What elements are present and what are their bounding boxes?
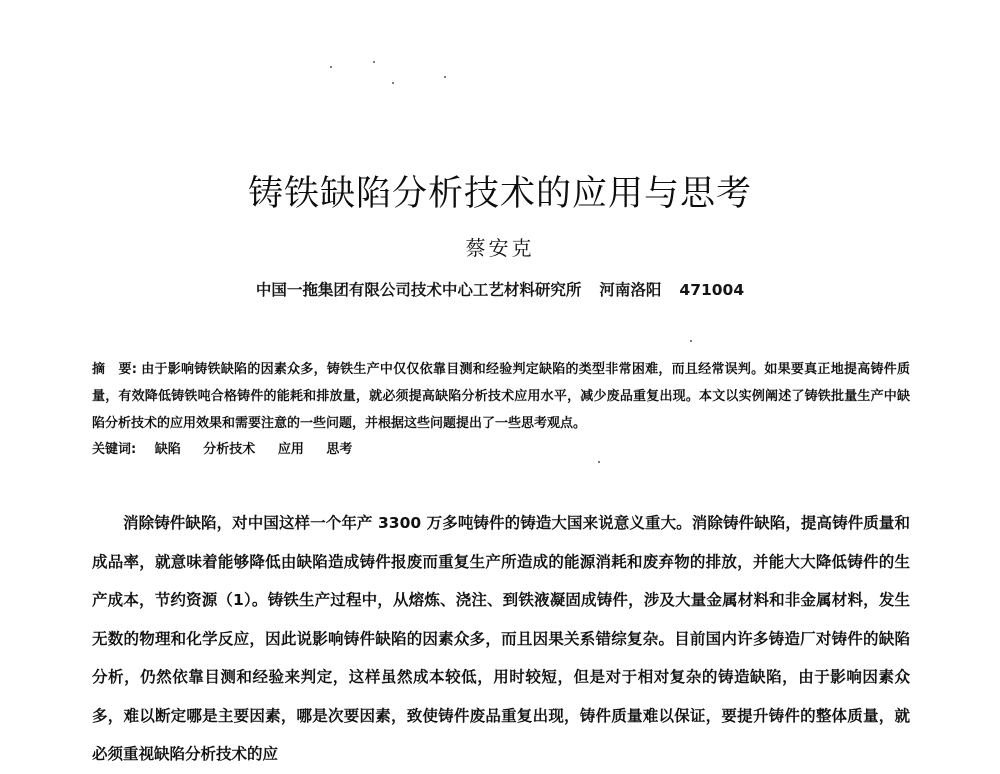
scan-speck <box>690 340 692 342</box>
keyword-item: 思考 <box>326 442 353 457</box>
body-paragraph: 消除铸件缺陷，对中国这样一个年产 3300 万多吨铸件的铸造大国来说意义重大。消除铸件缺陷，提高铸件质量和成品率，就意味着能够降低由缺陷造成铸件报废而重复生产所造成的能源消耗和废弃物的排放，并能大大降低铸件的生产成本，节约资源（1）。铸铁生产过程中，从熔炼、浇注、到铁液凝固成铸件，涉及大量金属材料和非金属材料，发生无数的物理和化学反应，因此说影响铸件缺陷的因素众多，而且因果关系错综复杂。目前国内许多铸造厂对铸件的缺陷分析，仍然依靠目测和经验来判定，这样虽然成本较低，用时较短，但是对于相对复杂的铸造缺陷，由于影响因素众多，难以断定哪是主要因素，哪是次要因素，致使铸件废品重复出现，铸件质量难以保证，要提升铸件的整体质量，就必须重视缺陷分析技术的应 <box>92 514 910 763</box>
abstract <box>92 356 910 437</box>
paper-title: 铸铁缺陷分析技术的应用与思考 <box>247 174 752 214</box>
affiliation-city: 河南洛阳 <box>599 281 662 299</box>
keyword-item: 分析技术 <box>203 442 256 457</box>
keywords <box>92 438 910 457</box>
abstract-label: 摘 要: <box>92 362 137 377</box>
scan-speck <box>373 61 375 63</box>
keywords-label: 关键词: <box>92 442 137 457</box>
keyword-item: 缺陷 <box>154 442 181 457</box>
scan-speck <box>444 76 446 78</box>
affiliation-postcode: 471004 <box>679 281 745 299</box>
author-name: 蔡安克 <box>465 236 535 260</box>
scan-speck <box>598 461 600 463</box>
keyword-item: 应用 <box>277 442 304 457</box>
affiliation <box>0 278 1000 300</box>
scan-speck <box>392 82 394 84</box>
scan-speck <box>330 66 332 68</box>
affiliation-org: 中国一拖集团有限公司技术中心工艺材料研究所 <box>255 281 582 299</box>
abstract-text: 由于影响铸铁缺陷的因素众多，铸铁生产中仅仅依靠目测和经验判定缺陷的类型非常困难，而且经常误判。如果要真正地提高铸件质量，有效降低铸铁吨合格铸件的能耗和排放量，就必须提高缺陷分析技术应用水平，减少废品重复出现。本文以实例阐述了铸铁批量生产中缺陷分析技术的应用效果和需要注意的一些问题，并根据这些问题提出了一些思考观点。 <box>92 362 910 431</box>
